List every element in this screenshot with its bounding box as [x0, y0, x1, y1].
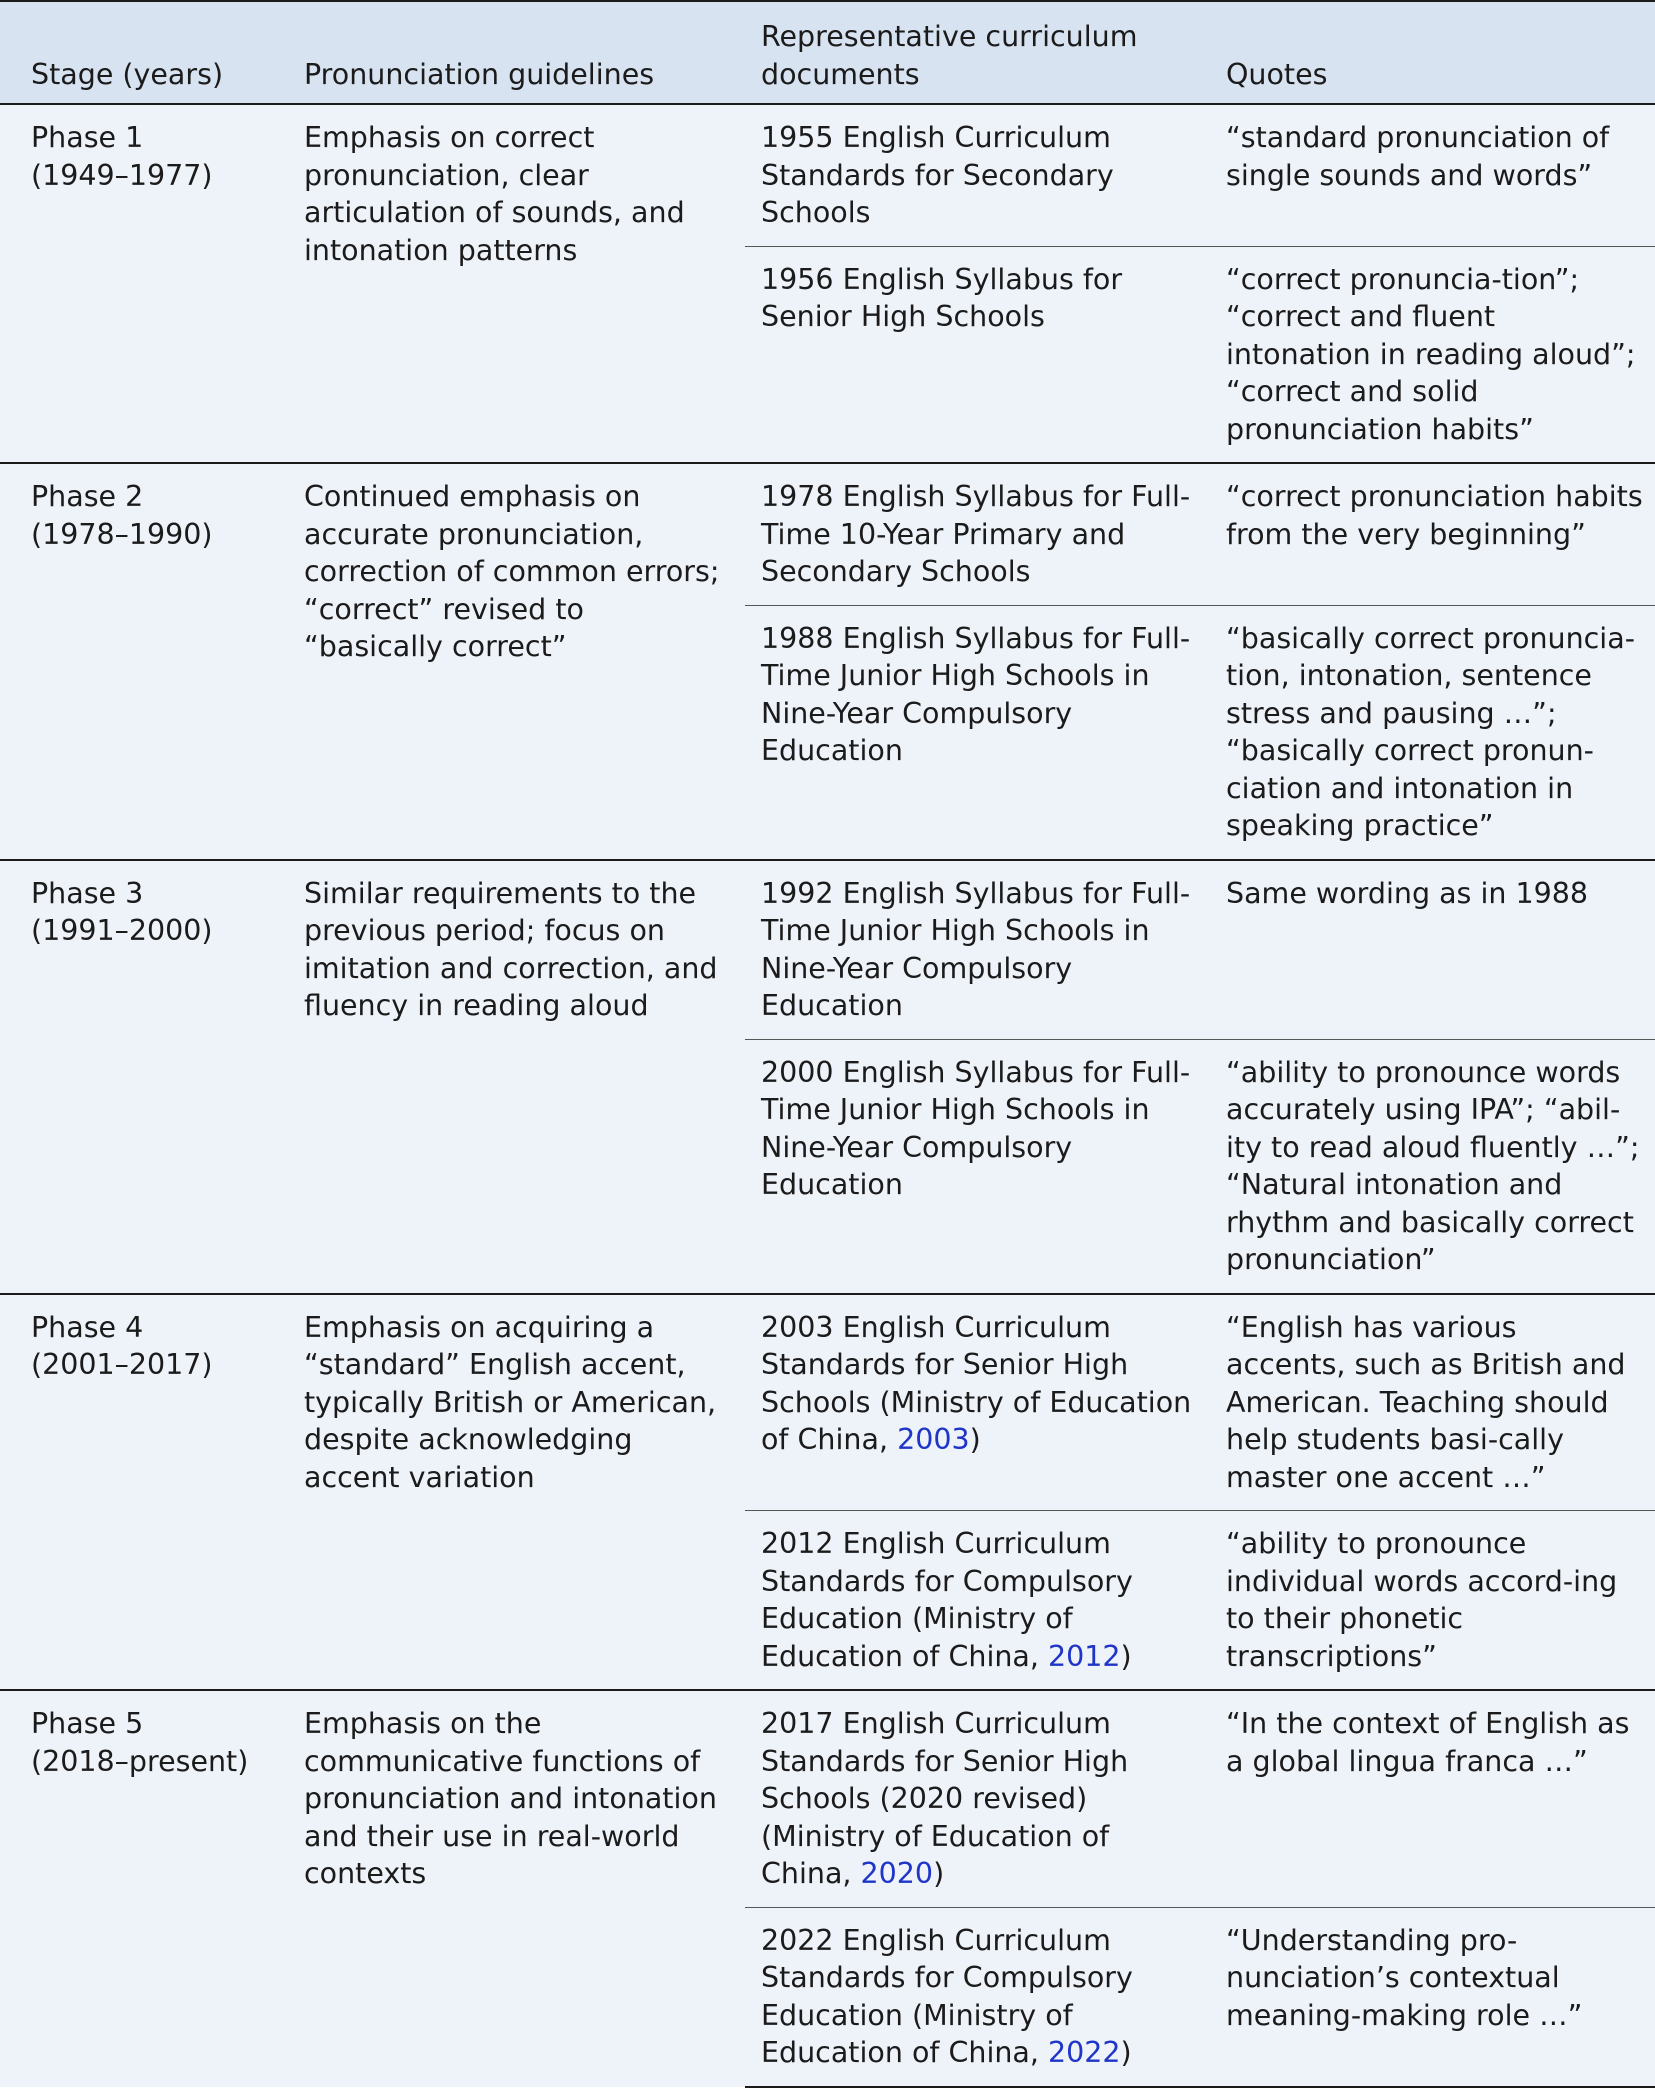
citation-link[interactable]: 2020 — [860, 1857, 934, 1890]
quote-cell: “correct pronuncia-tion”; “correct and fluent intonation in reading aloud”; “correct and solid pronunciation habits” — [1210, 246, 1655, 463]
document-cell — [745, 1511, 1210, 1691]
stage-name: Phase 3 — [31, 876, 144, 910]
document-cell — [745, 1907, 1210, 2087]
quote-cell: “English has various accents, such as British and American. Teaching should help students basi-cally master one accent …” — [1210, 1294, 1655, 1511]
citation-link[interactable]: 2003 — [897, 1423, 970, 1456]
document-cell — [745, 860, 1210, 1040]
stage-name: Phase 2 — [31, 480, 144, 513]
quote-cell: Same wording as in 1988 — [1210, 860, 1655, 1040]
document-title: 1955 English Curriculum Standards for Secondary Schools — [761, 121, 1123, 229]
stage-years: (2001–2017) — [31, 1348, 213, 1381]
quote-cell: “In the context of English as a global lingua franca …” — [1210, 1690, 1655, 1907]
document-cell — [745, 246, 1210, 463]
citation-link[interactable]: 2022 — [1048, 2036, 1121, 2069]
quote-cell: “basically correct pronuncia-tion, intonation, sentence stress and pausing …”; “basically correct pronun-ciation and intonation in speaking practice” — [1210, 605, 1655, 860]
document-cell — [745, 1039, 1210, 1294]
table-row — [0, 104, 1655, 246]
document-title: 2000 English Syllabus for Full-Time Junior High Schools in Nine-Year Compulsory Education — [761, 1055, 1191, 1201]
header-quotes: Quotes — [1210, 1, 1655, 104]
table-header — [0, 1, 1655, 104]
stage-years: (2018–present) — [31, 1744, 249, 1778]
document-title: 1978 English Syllabus for Full-Time 10-Year Primary and Secondary Schools — [761, 480, 1191, 588]
document-title: 2022 English Curriculum Standards for Compulsory Education (Ministry of Education of China, — [761, 1923, 1142, 2069]
table-row — [0, 463, 1655, 605]
stage-cell — [0, 104, 273, 463]
guidelines-cell: Emphasis on the communicative functions of pronunciation and intonation and their use in real-world contexts — [273, 1690, 745, 2087]
citation-link[interactable]: 2012 — [1048, 1639, 1121, 1673]
table-body — [0, 104, 1655, 2087]
document-title: 2017 English Curriculum Standards for Senior High Schools (2020 revised) (Ministry of Education of China, — [761, 1707, 1138, 1890]
header-guidelines: Pronunciation guidelines — [273, 1, 745, 104]
table-row — [0, 1294, 1655, 1511]
header-stage: Stage (years) — [0, 1, 273, 104]
document-cell — [745, 1690, 1210, 1907]
citation-suffix: ) — [969, 1423, 981, 1456]
quote-cell: “correct pronunciation habits from the very beginning” — [1210, 463, 1655, 605]
stage-cell — [0, 1690, 273, 2087]
header-documents: Representative curriculum documents — [745, 1, 1210, 104]
stage-years: (1949–1977) — [31, 158, 213, 192]
citation-suffix: ) — [933, 1857, 945, 1890]
document-cell — [745, 104, 1210, 246]
document-cell — [745, 463, 1210, 605]
guidelines-cell: Continued emphasis on accurate pronunciation, correction of common errors; “correct” revised to “basically correct” — [273, 463, 745, 860]
citation-suffix: ) — [1120, 2036, 1132, 2069]
stage-name: Phase 5 — [31, 1707, 144, 1740]
stage-years: (1991–2000) — [31, 914, 213, 947]
quote-cell: “ability to pronounce words accurately using IPA”; “abil-ity to read aloud fluently …”; “Natural intonation and rhythm and basically correct pronunciation” — [1210, 1039, 1655, 1294]
document-title: 1956 English Syllabus for Senior High Schools — [761, 262, 1132, 333]
guidelines-cell: Emphasis on acquiring a “standard” English accent, typically British or American, despite acknowledging accent variation — [273, 1294, 745, 1691]
guidelines-cell: Emphasis on correct pronunciation, clear articulation of sounds, and intonation patterns — [273, 104, 745, 463]
table-row — [0, 1690, 1655, 1907]
quote-cell: “ability to pronounce individual words accord-ing to their phonetic transcriptions” — [1210, 1511, 1655, 1691]
document-title: 2012 English Curriculum Standards for Compulsory Education (Ministry of Education of China, — [761, 1527, 1142, 1673]
citation-suffix: ) — [1120, 1639, 1132, 1673]
document-title: 2003 English Curriculum Standards for Senior High Schools (Ministry of Education of China, — [761, 1310, 1201, 1456]
stage-cell — [0, 860, 273, 1294]
table-row — [0, 860, 1655, 1040]
header-row — [0, 1, 1655, 104]
document-title: 1992 English Syllabus for Full-Time Junior High Schools in Nine-Year Compulsory Education — [761, 876, 1191, 1022]
quote-cell: “Understanding pro-nunciation’s contextual meaning-making role …” — [1210, 1907, 1655, 2087]
stage-cell — [0, 463, 273, 860]
document-cell — [745, 1294, 1210, 1511]
stage-years: (1978–1990) — [31, 517, 213, 551]
guidelines-cell: Similar requirements to the previous period; focus on imitation and correction, and fluency in reading aloud — [273, 860, 745, 1294]
quote-cell: “standard pronunciation of single sounds and words” — [1210, 104, 1655, 246]
stage-name: Phase 4 — [31, 1310, 144, 1344]
stage-cell — [0, 1294, 273, 1691]
document-cell — [745, 605, 1210, 860]
stage-name: Phase 1 — [31, 121, 144, 154]
document-title: 1988 English Syllabus for Full-Time Junior High Schools in Nine-Year Compulsory Education — [761, 621, 1191, 767]
